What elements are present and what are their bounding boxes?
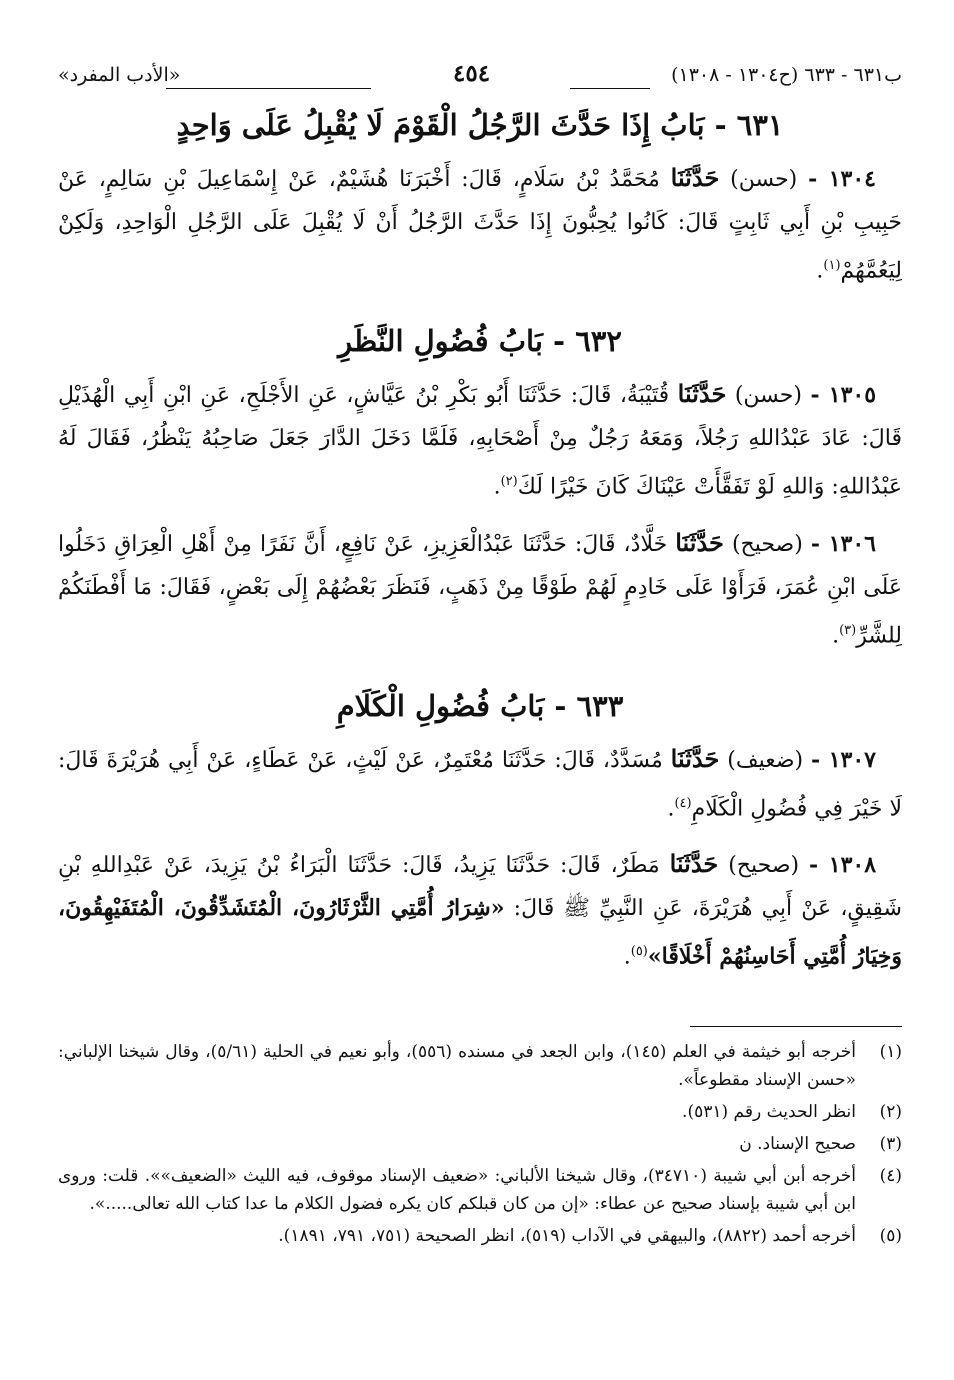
footnote-reference[interactable]: (٥) xyxy=(630,944,648,960)
footnote xyxy=(58,1222,902,1250)
running-header xyxy=(58,58,902,98)
chapter-title: ٦٣١ - بَابُ إِذَا حَدَّثَ الرَّجُلُ الْقَوْمَ لَا يُقْبِلُ عَلَى وَاحِدٍ xyxy=(176,108,784,142)
hadith-text: قُتَيْبَةُ، قَالَ: حَدَّثَنَا أَبُو بَكْرِ بْنُ عَيَّاشٍ، عَنِ الأَجْلَحِ، عَنِ ابْنِ أَبِي الْهُذَيْلِ قَالَ: عَادَ عَبْدُاللهِ رَجُلاً، وَمَعَهُ رَجُلٌ مِنْ أَصْحَابِهِ، فَلَمَّا دَخَلَ الدَّارَ جَعَلَ صَاحِبُهُ يَنْظُرُ، فَقَالَ لَهُ عَبْدُاللهِ: وَاللهِ لَوْ تَفَقَّأَتْ عَيْنَاكَ كَانَ خَيْرًا لَكَ xyxy=(58,383,902,500)
hadith-grade: (صحيح) xyxy=(728,853,800,879)
footnote-divider xyxy=(690,1026,902,1027)
footnote-number: (٢) xyxy=(879,1102,902,1122)
header-rule xyxy=(570,88,650,89)
haddathana-word: حَدَّثَنَا xyxy=(669,849,719,879)
footnote-number: (٣) xyxy=(879,1134,902,1154)
footnote xyxy=(58,1162,902,1218)
hadith-text: مَطَرٌ، قَالَ: حَدَّثَنَا يَزِيدُ، قَالَ: حَدَّثَنَا الْبَرَاءُ بْنُ يَزِيدَ، عَنْ عَبْدِاللهِ بْنِ شَقِيقٍ، عَنْ أَبِي هُرَيْرَةَ، عَنِ النَّبِيِّ ﷺ قَالَ: xyxy=(58,853,902,922)
footnote-text: انظر الحديث رقم (٥٣١). xyxy=(682,1102,856,1122)
hadith-number: ١٣٠٨ - xyxy=(809,852,877,879)
haddathana-word: حَدَّثَنَا xyxy=(677,379,727,409)
book-title: «الأدب المفرد» xyxy=(58,64,181,86)
hadith-end: . xyxy=(816,258,824,284)
haddathana-word: حَدَّثَنَا xyxy=(675,527,724,557)
chapter-title: ٦٣٢ - بَابُ فُضُولِ النَّظَرِ xyxy=(338,324,622,359)
hadith-end: . xyxy=(493,474,501,500)
hadith-number: ١٣٠٧ - xyxy=(811,746,876,773)
footnotes xyxy=(58,1038,902,1254)
hadith xyxy=(58,372,902,508)
hadith-grade: (صحيح) xyxy=(731,531,803,557)
header-rule xyxy=(166,88,371,89)
footnote xyxy=(58,1098,902,1126)
chapter-title: ٦٣٣ - بَابُ فُضُولِ الْكَلَامِ xyxy=(336,688,624,723)
hadith-number: ١٣٠٥ - xyxy=(810,382,877,409)
footnote-reference[interactable]: (٣) xyxy=(839,622,857,638)
footnote-reference[interactable]: (٤) xyxy=(674,795,692,811)
hadith-number: ١٣٠٦ - xyxy=(810,530,876,557)
chapter-range: ب٦٣١ - ٦٣٣ (ح١٣٠٤ - ١٣٠٨) xyxy=(671,64,902,86)
book-page xyxy=(58,58,902,1246)
hadith-grade: (حسن) xyxy=(730,167,798,192)
hadith-text: مُحَمَّدُ بْنُ سَلَامٍ، قَالَ: أَخْبَرَنَا هُشَيْمٌ، عَنْ إِسْمَاعِيلَ بْنِ سَالِمٍ، عَنْ حَبِيبِ بْنِ أَبِي ثَابِتٍ قَالَ: كَانُوا يُحِبُّونَ إِذَا حَدَّثَ الرَّجُلُ أَنْ لَا يُقْبِلَ عَلَى الرَّجُلِ الْوَاحِدِ، وَلَكِنْ لِيَعُمَّهُمْ xyxy=(58,167,902,284)
footnote xyxy=(58,1130,902,1158)
footnote-text: أخرجه أحمد (٨٨٢٢)، والبيهقي في الآداب (٥١٩)، انظر الصحيحة (٧٥١، ٧٩١، ١٨٩١). xyxy=(278,1226,856,1246)
footnote xyxy=(58,1038,902,1094)
hadith-grade: (ضعيف) xyxy=(727,747,804,773)
hadith-end: . xyxy=(667,796,675,822)
hadith xyxy=(58,737,902,830)
hadith xyxy=(58,842,902,978)
hadith-text: خَلَّادٌ، قَالَ: حَدَّثَنَا عَبْدُالْعَزِيزِ، عَنْ نَافِعٍ، أَنَّ نَفَرًا مِنْ أَهْلِ الْعِرَاقِ دَخَلُوا عَلَى ابْنِ عُمَرَ، فَرَأَوْا عَلَى خَادِمٍ لَهُمْ طَوْقًا مِنْ ذَهَبٍ، فَنَظَرَ بَعْضُهُمْ إِلَى بَعْضٍ، فَقَالَ: مَا أَفْطَنَكُمْ لِلشَّرِّ xyxy=(58,531,902,648)
footnote-reference[interactable]: (٢) xyxy=(500,474,518,490)
footnote-number: (١) xyxy=(879,1042,902,1062)
hadith-grade: (حسن) xyxy=(734,383,802,409)
hadith-end: . xyxy=(832,622,840,648)
page-number: ٤٥٤ xyxy=(453,60,491,87)
hadith-text: مُسَدَّدٌ، قَالَ: حَدَّثَنَا مُعْتَمِرٌ، عَنْ لَيْثٍ، عَنْ عَطَاءٍ، عَنْ أَبِي هُرَيْرَةَ قَالَ: لَا خَيْرَ فِي فُضُولِ الْكَلَامِ xyxy=(58,747,902,822)
footnote-number: (٥) xyxy=(879,1226,902,1246)
prophet-quote: «شِرَارُ أُمَّتِي الثَّرْثَارُونَ، الْمُتَشَدِّقُونَ، الْمُتَفَيْهِقُونَ، وَخِيَارُ أُمَّتِي أَحَاسِنُهُمْ أَخْلَاقًا» xyxy=(58,895,902,970)
hadith xyxy=(58,521,902,657)
section-gap xyxy=(58,292,902,314)
footnote-reference[interactable]: (١) xyxy=(823,258,841,273)
section-gap xyxy=(58,657,902,679)
hadith-end: . xyxy=(623,944,631,970)
hadith-number: ١٣٠٤ - xyxy=(808,166,876,192)
haddathana-word: حَدَّثَنَا xyxy=(670,743,720,773)
haddathana-word: حَدَّثَنَا xyxy=(670,163,720,192)
footnote-text: أخرجه أبن أبي شيبة (٣٤٧١٠)، وقال شيخنا الألباني: «ضعيف الإسناد موقوف، فيه الليث «الضعيف»». قلت: وروى ابن أبي شيبة بإسناد صحيح عن عطاء: «إن من كان قبلكم كان يكره فضول الكلام ما عدا كتاب الله تعالى.....». xyxy=(58,1166,856,1214)
footnote-text: أخرجه أبو خيثمة في العلم (١٤٥)، وابن الجعد في مسنده (٥٥٦)، وأبو نعيم في الحلية (٥/٦١)، وقال شيخنا الإلباني: «حسن الإسناد مقطوعاً». xyxy=(58,1042,856,1090)
hadith xyxy=(58,156,902,292)
footnote-number: (٤) xyxy=(879,1166,902,1186)
footnote-text: صحيح الإسناد. ن xyxy=(739,1134,856,1154)
